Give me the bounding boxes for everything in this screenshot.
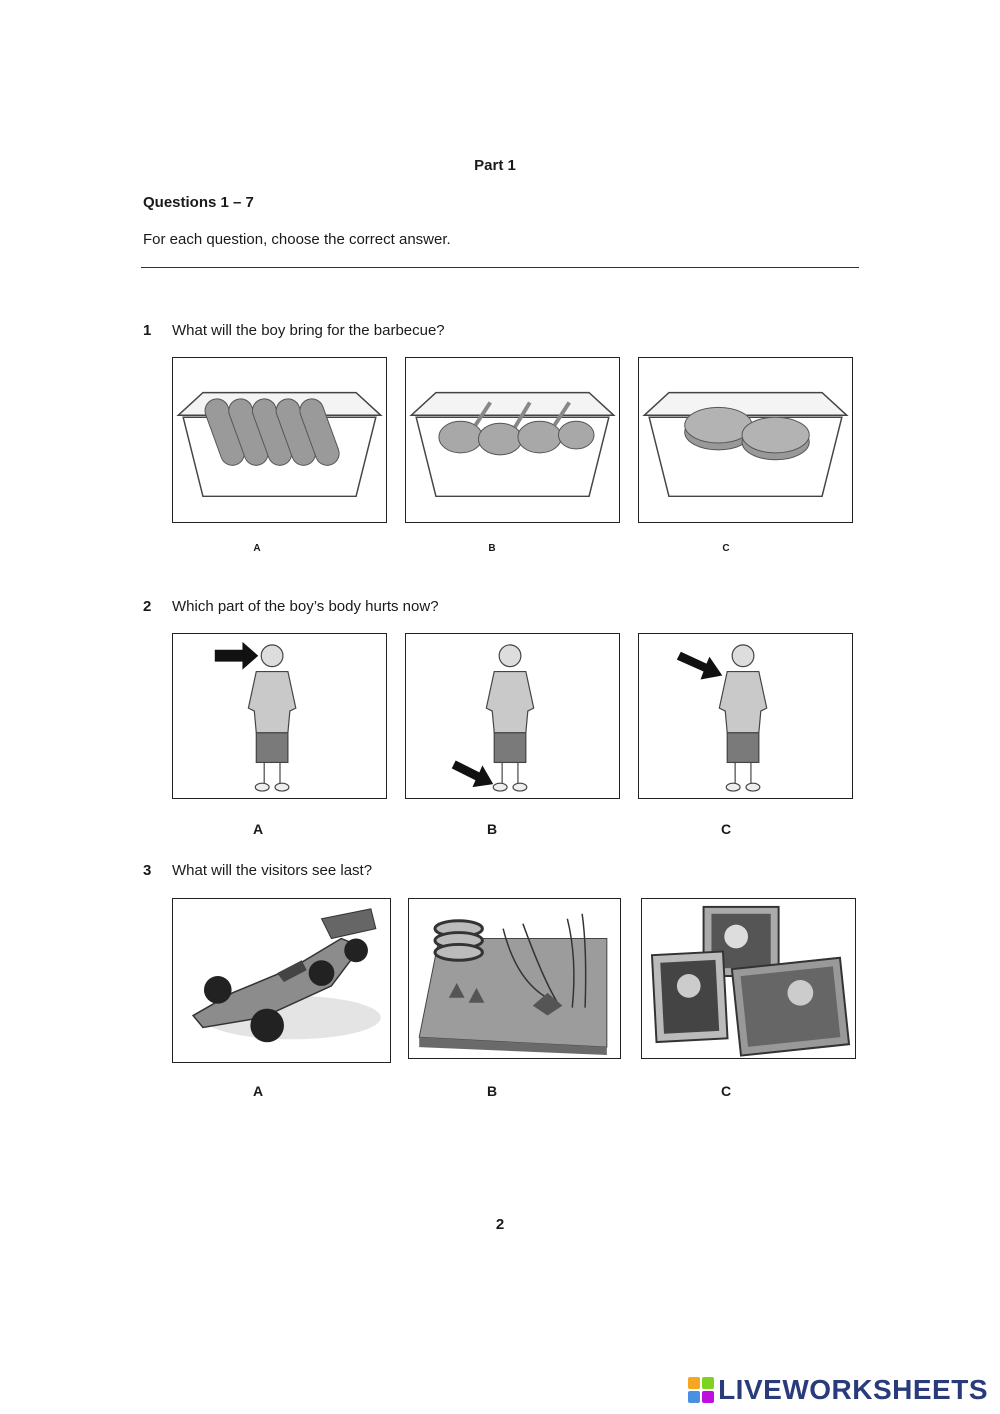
q3-option-b-label: B bbox=[486, 1083, 498, 1099]
question-2-number: 2 bbox=[143, 598, 152, 615]
part-title: Part 1 bbox=[474, 157, 516, 174]
boy-arrow-head-icon bbox=[173, 634, 386, 798]
burgers-tray-icon bbox=[639, 358, 852, 522]
questions-range: Questions 1 – 7 bbox=[143, 194, 254, 211]
q1-option-c-label: C bbox=[722, 543, 730, 554]
q2-option-a-image[interactable] bbox=[172, 633, 387, 799]
sausages-tray-icon bbox=[173, 358, 386, 522]
q2-option-a-label: A bbox=[252, 821, 264, 837]
q1-option-a-image[interactable] bbox=[172, 357, 387, 523]
q3-option-b-image[interactable] bbox=[408, 898, 621, 1059]
chicken-legs-tray-icon bbox=[406, 358, 619, 522]
question-1-text: What will the boy bring for the barbecue? bbox=[172, 322, 445, 339]
racing-car-icon bbox=[173, 899, 390, 1062]
q1-option-c-image[interactable] bbox=[638, 357, 853, 523]
framed-photos-icon bbox=[642, 899, 855, 1058]
question-2-text: Which part of the boy’s body hurts now? bbox=[172, 598, 439, 615]
q2-option-c-label: C bbox=[720, 821, 732, 837]
liveworksheets-logo-icon bbox=[688, 1377, 714, 1403]
q3-option-a-label: A bbox=[252, 1083, 264, 1099]
q1-option-a-label: A bbox=[253, 543, 261, 554]
q3-option-a-image[interactable] bbox=[172, 898, 391, 1063]
boy-arrow-shoulder-icon bbox=[639, 634, 852, 798]
divider bbox=[141, 267, 859, 268]
question-3-number: 3 bbox=[143, 862, 152, 879]
jewellery-icon bbox=[409, 899, 620, 1058]
q2-option-b-image[interactable] bbox=[405, 633, 620, 799]
q2-option-c-image[interactable] bbox=[638, 633, 853, 799]
q2-option-b-label: B bbox=[486, 821, 498, 837]
question-1-number: 1 bbox=[143, 322, 152, 339]
q1-option-b-image[interactable] bbox=[405, 357, 620, 523]
question-3-text: What will the visitors see last? bbox=[172, 862, 373, 879]
q3-option-c-image[interactable] bbox=[641, 898, 856, 1059]
page-number: 2 bbox=[495, 1216, 505, 1233]
boy-arrow-foot-icon bbox=[406, 634, 619, 798]
brand-logo[interactable] bbox=[688, 1374, 988, 1406]
instruction: For each question, choose the correct answer. bbox=[143, 231, 451, 248]
brand-text: LIVEWORKSHEETS bbox=[718, 1374, 988, 1405]
q1-option-b-label: B bbox=[488, 543, 496, 554]
q3-option-c-label: C bbox=[720, 1083, 732, 1099]
